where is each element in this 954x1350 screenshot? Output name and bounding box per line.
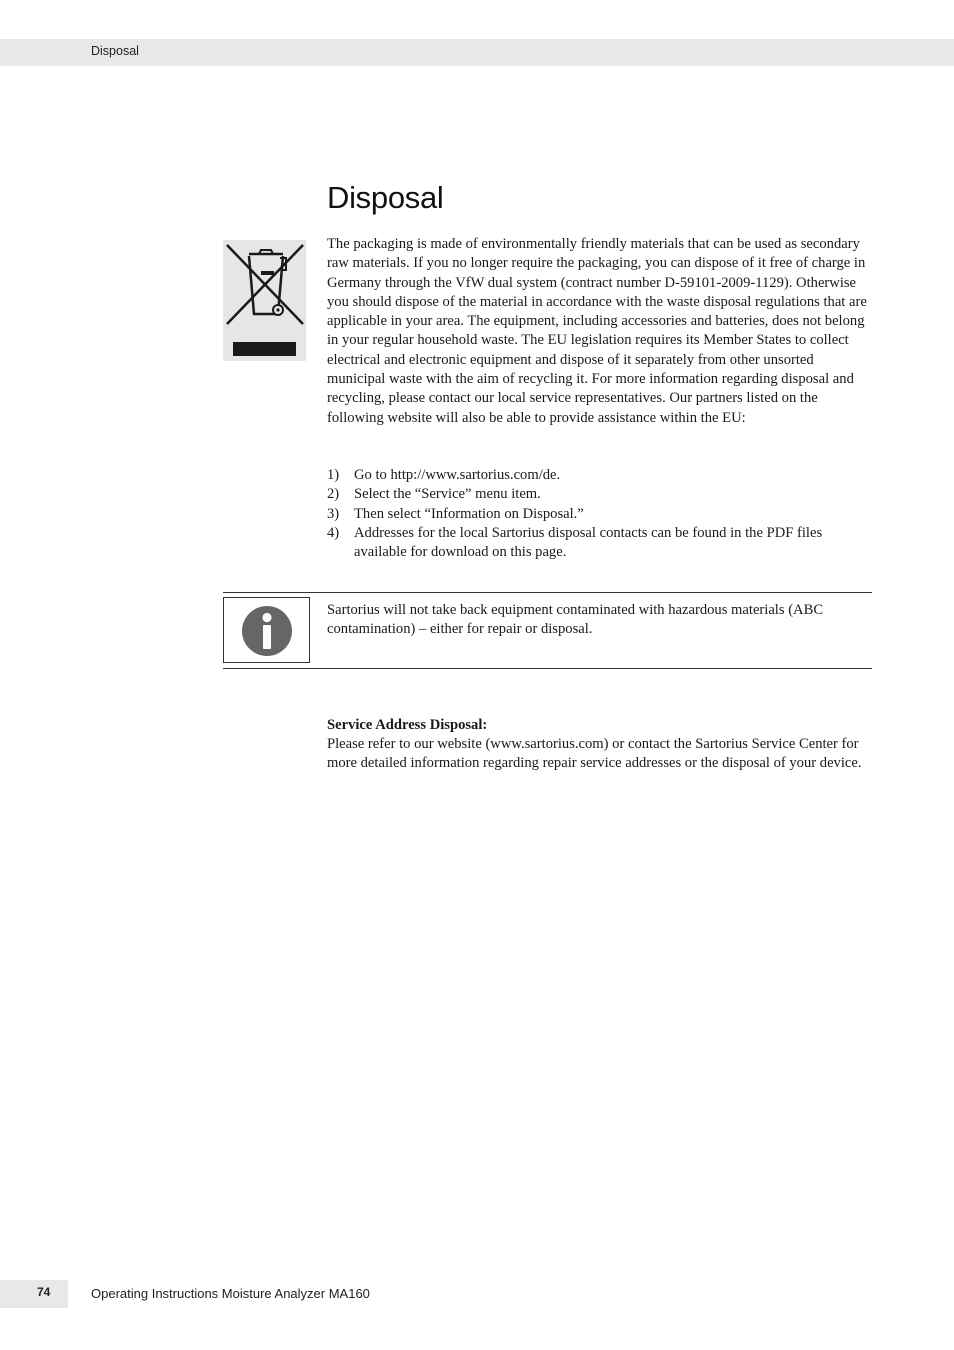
disposal-steps-list [327, 466, 875, 562]
service-address-text: Please refer to our website (www.sartorius.com) or contact the Sartorius Service Center for more detailed information regarding repair service addresses or the disposal of your device. [327, 736, 862, 772]
list-item [327, 466, 875, 485]
step-text: Addresses for the local Sartorius disposal contacts can be found in the PDF files available for download on this page. [354, 524, 823, 561]
info-note-box [223, 597, 310, 663]
intro-paragraph: The packaging is made of environmentally friendly materials that can be used as secondary raw materials. If you no longer require the packaging, you can dispose of it free of charge in Germany through the VfW dual system (contract number D-59101-2009-1129). Otherwise you should dispose of the material in accordance with the waste disposal regulations that are applicable in your area. The equipment, including accessories and batteries, does not belong in your regular household waste. The EU legislation requires its Member States to collect electrical and electronic equipment and dispose of it separately from other unsorted municipal waste with the aim of recycling it. For more information regarding disposal and recycling, please contact our local service representatives. Our partners listed on the following website will also be able to provide assistance within the EU: [327, 236, 867, 426]
step-number: 4) [327, 524, 340, 541]
note-divider-top [223, 592, 872, 593]
step-number: 2) [327, 486, 340, 503]
step-text: Then select “Information on Disposal.” [354, 505, 584, 522]
step-text: Select the “Service” menu item. [354, 486, 541, 503]
list-item [327, 524, 875, 563]
info-icon [241, 605, 293, 657]
list-item [327, 485, 875, 504]
crossed-out-wheelie-bin-icon [223, 240, 306, 361]
note-text: Sartorius will not take back equipment contaminated with hazardous materials (ABC contamination) – either for repair or disposal. [327, 602, 824, 638]
service-address-heading: Service Address Disposal: [327, 717, 488, 733]
running-header-section: Disposal [91, 44, 139, 58]
step-number: 3) [327, 505, 340, 522]
page-number-box [0, 1280, 68, 1308]
page-title: Disposal [327, 180, 444, 215]
list-item [327, 505, 875, 524]
note-divider-bottom [223, 668, 872, 669]
running-header [0, 39, 954, 66]
step-text: Go to http://www.sartorius.com/de. [354, 467, 561, 483]
step-number: 1) [327, 467, 340, 483]
footer-document-title: Operating Instructions Moisture Analyzer MA160 [91, 1286, 370, 1301]
page-number: 74 [37, 1285, 51, 1299]
